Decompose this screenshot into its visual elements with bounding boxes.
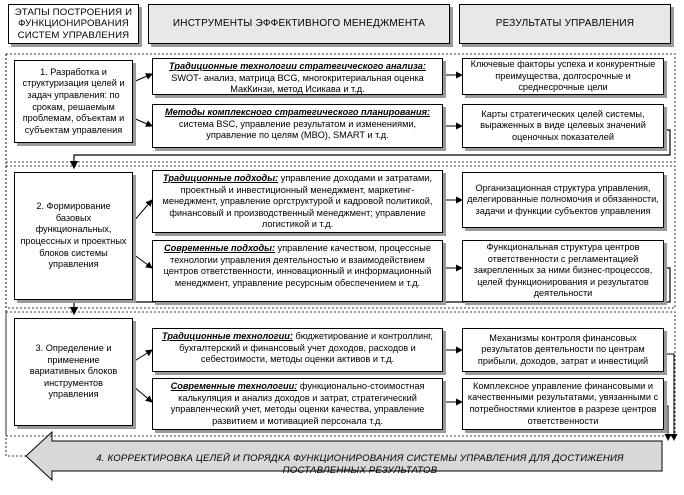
result-key-factors: Ключевые факторы успеха и конкурентные преимущества, долгосрочные и среднесрочные цели <box>462 58 664 95</box>
result-org-structure: Организационная структура управления, делегированные полномочия и обязанности, задачи и функции субъектов управления <box>462 172 664 228</box>
arrow-s2-t3 <box>133 200 152 222</box>
arrow-s2-t4 <box>133 254 152 268</box>
tool-text: функционально-стоимостная калькуляция и анализ доходов и затрат, стратегический управленческий учет, методы оценки качества, управление развитием и мотивацией персонала т.д. <box>170 381 425 426</box>
header-results: РЕЗУЛЬТАТЫ УПРАВЛЕНИЯ <box>459 4 671 44</box>
result-complex-management: Комплексное управление финансовыми и качественными результатами, увязанными с потребностями клиентов в разрезе центров ответственности <box>462 378 664 430</box>
tool-text: SWOT- анализ, матрица BCG, многокритериальная оценка МакКинзи, метод Исикава и т.д. <box>171 72 424 95</box>
tool-lead: Методы комплексного стратегического планирования: <box>164 107 431 117</box>
tool-lead: Традиционные технологии стратегического анализа: <box>169 61 426 71</box>
arrow-s1-t2 <box>133 118 152 126</box>
result-functional-structure: Функциональная структура центров ответственности с регламентацией закрепленных за ними бизнес-процессов, целей функционирования и результатов деятельности <box>462 240 664 302</box>
tool-text: управление доходами и затратами, проектный и инвестиционный менеджмент, маркетинг-менеджмент, управление оргструктурой и кадровой политикой, финансовый и производственный менеджмент; управление логистикой и т.д. <box>162 173 433 230</box>
arrow-s1-t1 <box>133 74 152 82</box>
tool-strategic-analysis <box>152 58 443 95</box>
connector-r5-feedback <box>664 354 674 440</box>
tool-text: управление качеством, процессные технологии управления деятельностью и взаимодействием центров ответственности, инновационный и информационный менеджмент, управление ресурсным обеспечением и т.д. <box>163 243 432 288</box>
tool-strategic-planning <box>152 104 443 148</box>
stage-1: 1. Разработка и структуризация целей и задач управления: по срокам, решаемым проблемам, объектам и субъектам управления <box>14 60 133 143</box>
tool-modern-approaches <box>152 240 443 302</box>
connector-r6-feedback <box>664 406 668 440</box>
tool-traditional-technologies <box>152 328 443 372</box>
stage-3: 3. Определение и применение вариативных блоков инструментов управления <box>14 318 133 426</box>
tool-modern-technologies <box>152 378 443 430</box>
header-tools: ИНСТРУМЕНТЫ ЭФФЕКТИВНОГО МЕНЕДЖМЕНТА <box>148 4 450 44</box>
tool-lead: Традиционные подходы: <box>163 173 279 183</box>
feedback-label: 4. КОРРЕКТИРОВКА ЦЕЛЕЙ И ПОРЯДКА ФУНКЦИОНИРОВАНИЯ СИСТЕМЫ УПРАВЛЕНИЯ ДЛЯ ДОСТИЖЕНИЯ ПОСТАВЛЕННЫХ РЕЗУЛЬТАТОВ <box>96 453 624 476</box>
arrow-s3-t5 <box>133 350 152 362</box>
result-control-mechanisms: Механизмы контроля финансовых результатов деятельности по центрам прибыли, доходов, затрат и инвестиций <box>462 328 664 372</box>
tool-traditional-approaches <box>152 170 443 233</box>
tool-text: система BSC, управление результатом и изменениями, управление по целям (MBO), SMART и т.д. <box>178 118 417 141</box>
result-strategy-maps: Карты стратегических целей системы, выраженных в виде целевых значений оценочных показателей <box>462 104 664 148</box>
tool-text: бюджетирование и контроллинг, бухгалтерский и финансовый учет доходов, расходов и себестоимости, методы оценки активов и т.д. <box>179 331 433 365</box>
arrow-s3-t6 <box>133 386 152 402</box>
stage-2: 2. Формирование базовых функциональных, процессных и проектных блоков системы управления <box>14 172 133 300</box>
tool-lead: Современные технологии: <box>170 381 298 391</box>
tool-lead: Традиционные технологии: <box>162 331 293 341</box>
tool-lead: Современные подходы: <box>164 243 276 253</box>
header-stages: ЭТАПЫ ПОСТРОЕНИЯ И ФУНКЦИОНИРОВАНИЯ СИСТЕМ УПРАВЛЕНИЯ <box>8 4 139 44</box>
